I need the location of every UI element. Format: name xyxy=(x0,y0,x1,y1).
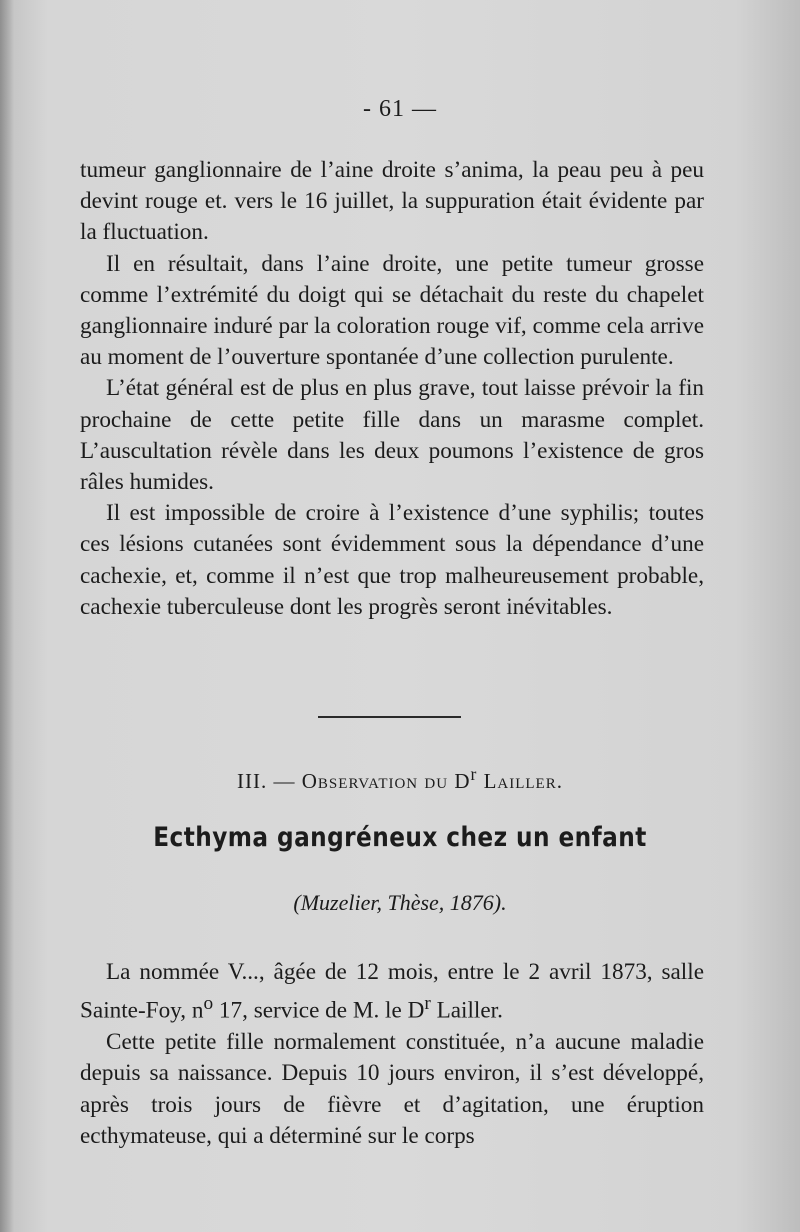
binding-shadow xyxy=(0,0,14,1232)
paragraph: Cette petite fille normalement constituée, n’a aucune maladie depuis sa naissance. Depuis 10 jours environ, il s’est développé, après trois jours de fièvre et d’agitation, une éruption ecthymateuse, qui a déterminé sur le corps xyxy=(80,1029,704,1149)
doctor-abbrev: D xyxy=(454,769,471,793)
citation: (Muzelier, Thèse, 1876). xyxy=(293,890,507,915)
section-numeral: III. — xyxy=(237,769,296,793)
paragraph xyxy=(80,957,704,1027)
paragraph: tumeur ganglionnaire de l’aine droite s’anima, la peau peu à peu devint rouge et. vers le 16 juillet, la suppuration était évidente par la fluctuation. xyxy=(80,157,704,246)
text-run: La nommée V..., âgée de 12 mois, entre le 2 avril 1873, salle Sainte-Foy, n xyxy=(80,959,704,1024)
continued-text-block xyxy=(80,155,704,623)
paragraph: L’état général est de plus en plus grave, tout laisse prévoir la fin prochaine de cette petite fille dans un marasme complet. L’auscultation révèle dans les deux poumons l’existence de gros râles humides. xyxy=(80,375,704,496)
text-run: 17, service de M. le D xyxy=(213,997,425,1024)
observation-text-block xyxy=(80,957,704,1152)
paragraph: Il en résultait, dans l’aine droite, une petite tumeur grosse comme l’extrémité du doigt qui se détachait du reste du chapelet ganglionnaire induré par la coloration rouge vif, comme cela arrive au moment de l’ouverture spontanée d’une collection purulente. xyxy=(80,250,704,371)
doctor-sup: r xyxy=(424,993,431,1015)
section-divider xyxy=(318,716,461,718)
article-title: Ecthyma gangréneux chez un enfant xyxy=(153,822,647,853)
section-author: Lailler. xyxy=(483,769,563,793)
text-run: Lailler. xyxy=(430,997,503,1024)
section-label: Observation du xyxy=(301,769,449,793)
page-number: - 61 — xyxy=(363,96,437,122)
section-heading xyxy=(0,764,800,794)
number-sup: o xyxy=(203,993,214,1015)
doctor-abbrev-sup: r xyxy=(470,764,478,784)
paragraph: Il est impossible de croire à l’existence d’une syphilis; toutes ces lésions cutanées sont évidemment sous la dépendance d’une cachexie, et, comme il n’est que trop malheureusement probable, cachexie tuberculeuse dont les progrès seront inévitables. xyxy=(80,500,704,620)
